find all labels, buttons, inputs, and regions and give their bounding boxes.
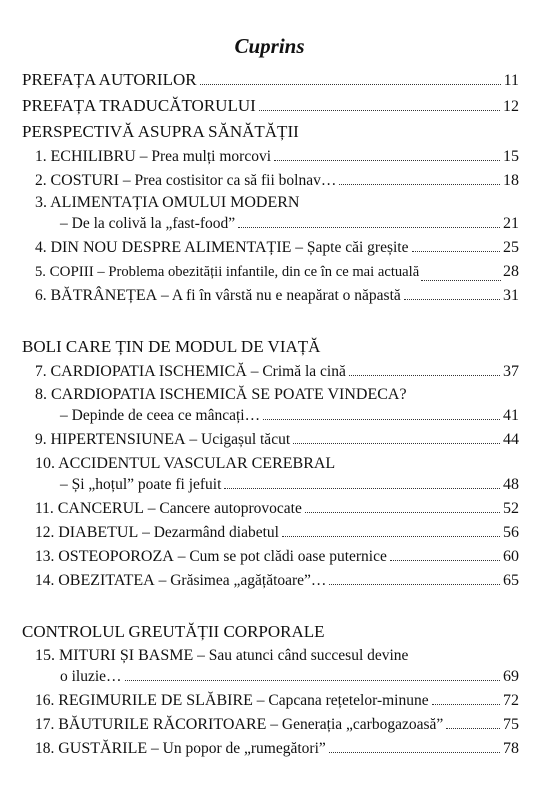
page-number: 48 xyxy=(503,476,519,493)
page-number: 31 xyxy=(503,287,519,304)
leader-dots xyxy=(329,751,500,753)
toc-entry-subtitle-row: – Depinde de ceea ce mâncați… 41 xyxy=(60,407,519,424)
toc-entry: 2. COSTURI – Prea costisitor ca să fii bolnav… 18 xyxy=(35,172,519,189)
page-number: 11 xyxy=(503,72,519,89)
toc-entry: 9. HIPERTENSIUNEA – Ucigașul tăcut 44 xyxy=(35,431,519,448)
page-number: 56 xyxy=(503,524,519,541)
toc-entry-title: 8. CARDIOPATIA ISCHEMICĂ SE POATE VINDECA? xyxy=(35,386,407,403)
toc-entry-subtitle-row: o iluzie… 69 xyxy=(60,668,519,685)
leader-dots xyxy=(349,374,500,376)
page-number: 25 xyxy=(503,239,519,256)
leader-dots xyxy=(421,279,501,281)
leader-dots xyxy=(200,83,501,85)
toc-front-row xyxy=(22,70,519,90)
page-number: 15 xyxy=(503,148,519,165)
page-number: 75 xyxy=(503,716,519,733)
page-number: 65 xyxy=(503,572,519,589)
leader-dots xyxy=(446,727,500,729)
leader-dots xyxy=(432,703,500,705)
leader-dots xyxy=(390,559,500,561)
page-number: 28 xyxy=(503,263,519,280)
leader-dots xyxy=(329,583,500,585)
section-heading: CONTROLUL GREUTĂȚII CORPORALE xyxy=(22,622,325,641)
page-number: 12 xyxy=(503,98,519,115)
toc-entry: 7. CARDIOPATIA ISCHEMICĂ – Crimă la cină 37 xyxy=(35,363,519,380)
toc-entry: 16. REGIMURILE DE SLĂBIRE – Capcana rețetelor-minune 72 xyxy=(35,692,519,709)
toc-entry: 5. COPIII – Problema obezității infantile, din ce în ce mai actuală 28 xyxy=(35,263,519,280)
toc-entry: 14. OBEZITATEA – Grăsimea „agățătoare”… 65 xyxy=(35,572,519,589)
front-label: PREFAȚA AUTORILOR xyxy=(22,70,197,89)
toc-entry: 6. BĂTRÂNEȚEA – A fi în vârstă nu e neapărat o năpastă 31 xyxy=(35,287,519,304)
page-number: 41 xyxy=(503,407,519,424)
page-number: 18 xyxy=(503,172,519,189)
leader-dots xyxy=(305,511,500,513)
page-number: 44 xyxy=(503,431,519,448)
toc-entry: 18. GUSTĂRILE – Un popor de „rumegători” 78 xyxy=(35,740,519,757)
toc-front-row xyxy=(22,96,519,116)
page-title: Cuprins xyxy=(234,34,305,58)
section-heading: BOLI CARE ȚIN DE MODUL DE VIAȚĂ xyxy=(22,337,321,356)
leader-dots xyxy=(293,442,500,444)
leader-dots xyxy=(259,109,500,111)
toc-entry: 11. CANCERUL – Cancere autoprovocate 52 xyxy=(35,500,519,517)
leader-dots xyxy=(339,183,500,185)
toc-entry-subtitle-row: – De la colivă la „fast-food” 21 xyxy=(60,215,519,232)
leader-dots xyxy=(274,159,500,161)
leader-dots xyxy=(282,535,500,537)
section-heading: PERSPECTIVĂ ASUPRA SĂNĂTĂȚII xyxy=(22,122,299,141)
toc-entry: 12. DIABETUL – Dezarmând diabetul 56 xyxy=(35,524,519,541)
leader-dots xyxy=(412,250,501,252)
toc-entry-subtitle-row: – Și „hoțul” poate fi jefuit 48 xyxy=(60,476,519,493)
toc-entry: 17. BĂUTURILE RĂCORITOARE – Generația „carbogazoasă” 75 xyxy=(35,716,519,733)
leader-dots xyxy=(238,226,500,228)
page-number: 72 xyxy=(503,692,519,709)
toc-entry-title: 3. ALIMENTAȚIA OMULUI MODERN xyxy=(35,194,300,211)
page-number: 69 xyxy=(503,668,519,685)
page-number: 37 xyxy=(503,363,519,380)
toc-entry: 13. OSTEOPOROZA – Cum se pot clădi oase puternice 60 xyxy=(35,548,519,565)
leader-dots xyxy=(263,418,500,420)
front-label: PREFAȚA TRADUCĂTORULUI xyxy=(22,96,256,115)
toc-entry-title: 10. ACCIDENTUL VASCULAR CEREBRAL xyxy=(35,455,336,472)
toc-entry-title: 15. MITURI ȘI BASME – Sau atunci când succesul devine xyxy=(35,647,409,664)
leader-dots xyxy=(125,679,500,681)
page-number: 52 xyxy=(503,500,519,517)
toc-entry: 4. DIN NOU DESPRE ALIMENTAȚIE – Șapte căi greșite 25 xyxy=(35,239,519,256)
toc-entry: 1. ECHILIBRU – Prea mulți morcovi 15 xyxy=(35,148,519,165)
leader-dots xyxy=(404,298,500,300)
page-number: 78 xyxy=(503,740,519,757)
page-number: 60 xyxy=(503,548,519,565)
leader-dots xyxy=(224,487,500,489)
page-number: 21 xyxy=(503,215,519,232)
